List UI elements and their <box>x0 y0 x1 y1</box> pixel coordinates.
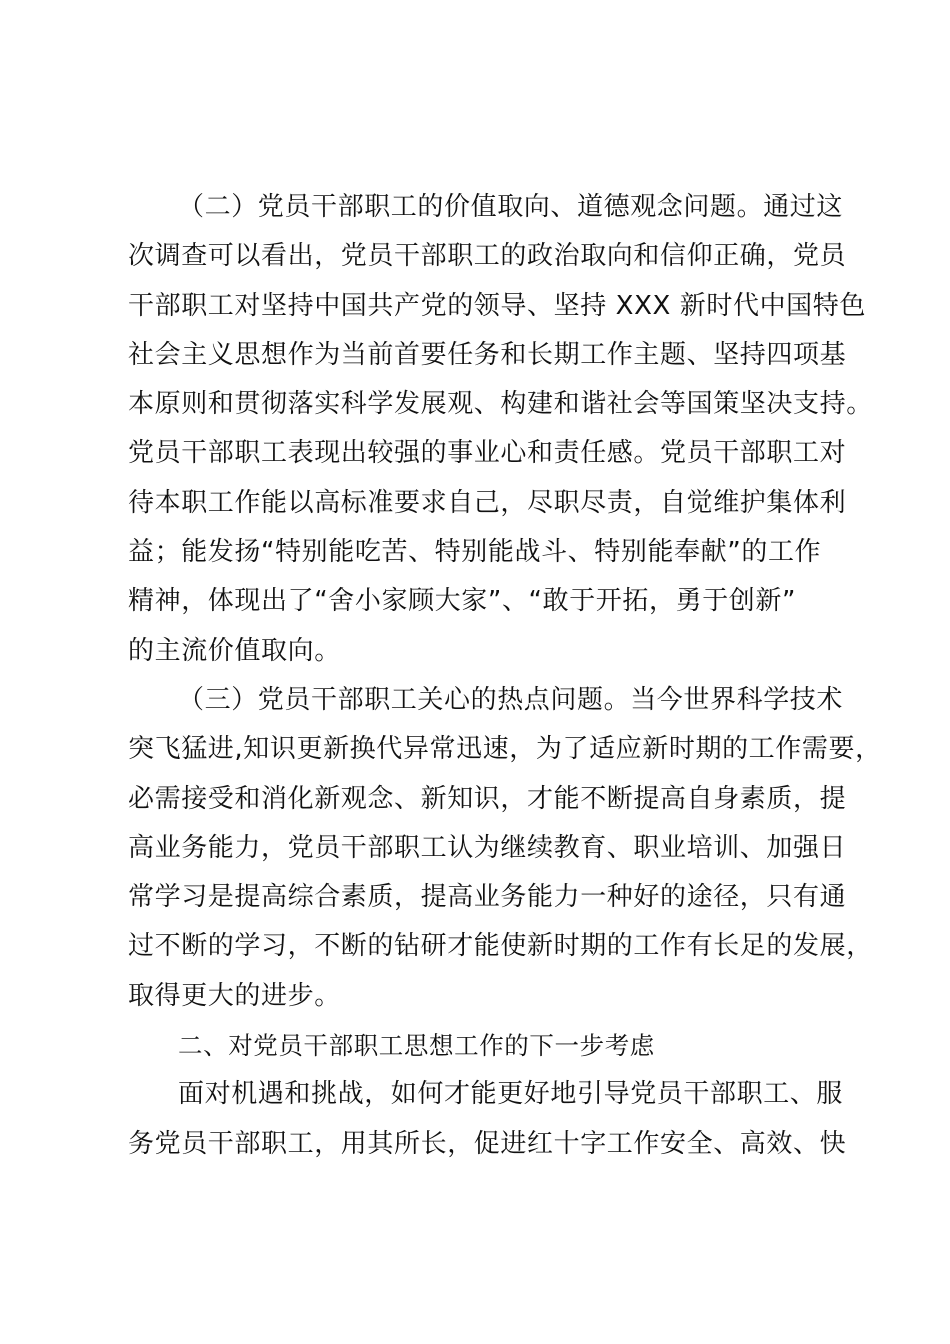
paragraph-2-line-6: 党员干部职工表现出较强的事业心和责任感。党员干部职工对 <box>128 438 847 469</box>
paragraph-3-line-7: 取得更大的进步。 <box>128 980 341 1011</box>
paragraph-4-line-1: 面对机遇和挑战，如何才能更好地引导党员干部职工、服 <box>178 1079 844 1110</box>
section-heading: 二、对党员干部职工思想工作的下一步考虑 <box>178 1031 655 1061</box>
paragraph-2-line-9: 精神，体现出了“舍小家顾大家”、“敢于开拓，勇于创新” <box>128 586 797 617</box>
paragraph-2-line-2: 次调查可以看出，党员干部职工的政治取向和信仰正确，党员 <box>128 241 847 272</box>
paragraph-2-line-10: 的主流价值取向。 <box>128 635 341 666</box>
paragraph-2-line-1: （二）党员干部职工的价值取向、道德观念问题。通过这 <box>178 192 844 222</box>
paragraph-2-line-7: 待本职工作能以高标准要求自己，尽职尽责，自觉维护集体利 <box>128 487 847 518</box>
paragraph-3-line-4: 高业务能力，党员干部职工认为继续教育、职业培训、加强日 <box>128 832 847 863</box>
paragraph-3-line-5: 常学习是提高综合素质，提高业务能力一种好的途径，只有通 <box>128 882 847 913</box>
paragraph-3-line-1: （三）党员干部职工关心的热点问题。当今世界科学技术 <box>178 684 844 715</box>
paragraph-2-line-8: 益；能发扬“特别能吃苦、特别能战斗、特别能奉献”的工作 <box>128 537 822 568</box>
paragraph-2-line-3: 干部职工对坚持中国共产党的领导、坚持 XXX 新时代中国特色 <box>128 290 866 321</box>
paragraph-3-line-2: 突飞猛进,知识更新换代异常迅速，为了适应新时期的工作需要， <box>128 734 882 765</box>
paragraph-2-line-4: 社会主义思想作为当前首要任务和长期工作主题、坚持四项基 <box>128 339 847 370</box>
paragraph-2-line-5: 本原则和贯彻落实科学发展观、构建和谐社会等国策坚决支持。 <box>128 389 873 420</box>
paragraph-3-line-3: 必需接受和消化新观念、新知识，才能不断提高自身素质，提 <box>128 783 847 814</box>
paragraph-4-line-2: 务党员干部职工，用其所长，促进红十字工作安全、高效、快 <box>128 1128 847 1159</box>
paragraph-3-line-6: 过不断的学习，不断的钻研才能使新时期的工作有长足的发展， <box>128 931 873 962</box>
document-body <box>128 183 882 1169</box>
